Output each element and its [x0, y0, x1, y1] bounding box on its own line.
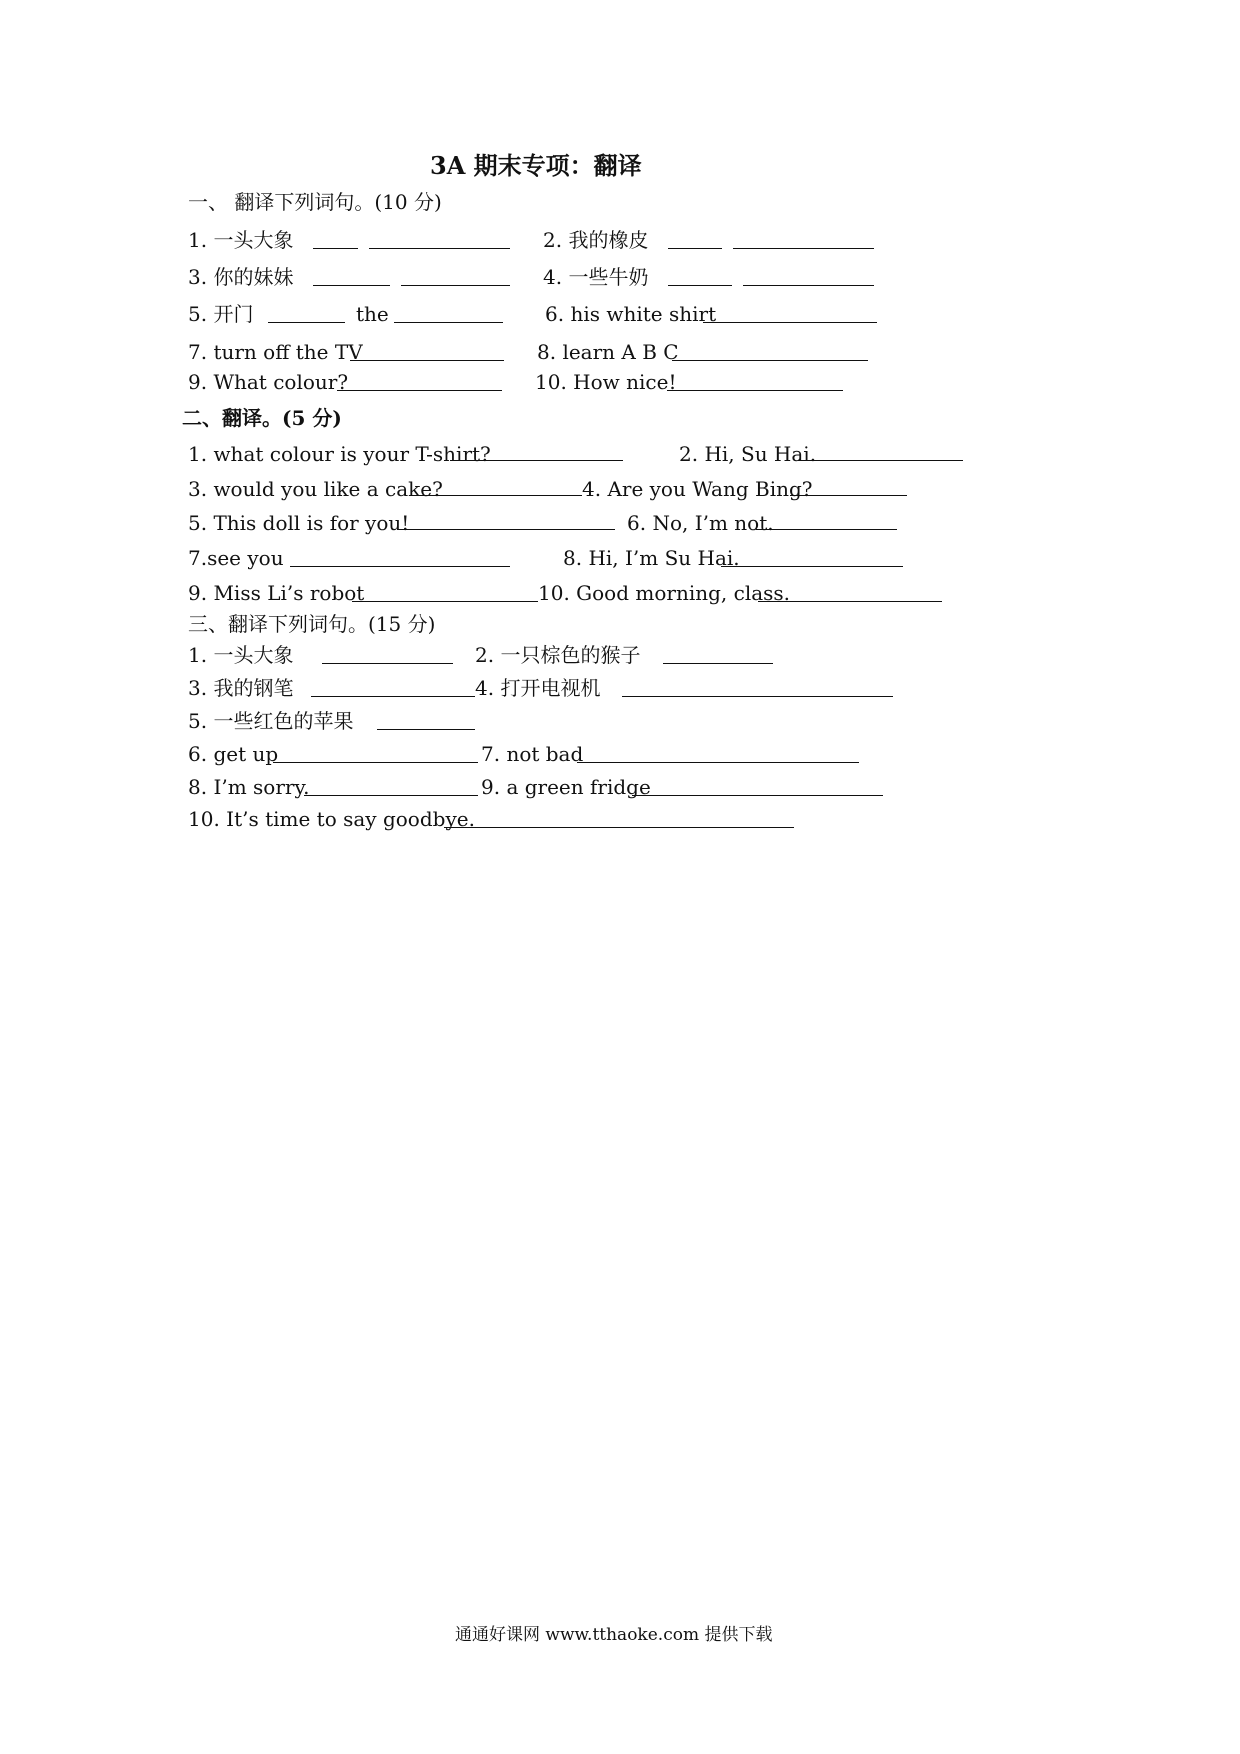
s2-item-5: 5. This doll is for you! — [188, 511, 410, 535]
s3-item-6-blank[interactable] — [273, 762, 478, 763]
s2-item-7: 7.see you — [188, 546, 284, 570]
s3-item-2: 2. 一只棕色的猴子 — [475, 643, 641, 667]
s1-item-2-blank-b[interactable] — [733, 248, 874, 249]
s1-item-5-blank-a[interactable] — [268, 322, 345, 323]
s2-item-9-blank[interactable] — [352, 601, 538, 602]
s1-item-4-blank-a[interactable] — [668, 285, 732, 286]
s3-item-7: 7. not bad — [481, 742, 584, 766]
s2-item-2: 2. Hi, Su Hai. — [679, 442, 817, 466]
s2-item-6: 6. No, I’m not. — [627, 511, 774, 535]
s2-item-3: 3. would you like a cake? — [188, 477, 443, 501]
s1-item-9-blank[interactable] — [337, 390, 502, 391]
s3-item-6: 6. get up — [188, 742, 279, 766]
s3-item-7-blank[interactable] — [577, 762, 859, 763]
s1-item-4: 4. 一些牛奶 — [543, 265, 649, 289]
s2-item-8: 8. Hi, I’m Su Hai. — [563, 546, 740, 570]
s2-item-10-blank[interactable] — [758, 601, 942, 602]
s2-item-1-blank[interactable] — [450, 460, 623, 461]
page-title: 3A 期末专项：翻译 — [430, 151, 642, 180]
s1-item-1-blank-b[interactable] — [369, 248, 510, 249]
s1-item-8-blank[interactable] — [672, 360, 868, 361]
s3-item-3: 3. 我的钢笔 — [188, 676, 294, 700]
s1-item-5: 5. 开门 — [188, 302, 254, 326]
s1-item-1-blank-a[interactable] — [313, 248, 358, 249]
s2-item-1: 1. what colour is your T-shirt? — [188, 442, 491, 466]
s3-item-10-blank[interactable] — [444, 827, 794, 828]
s3-item-5: 5. 一些红色的苹果 — [188, 709, 354, 733]
s1-item-5-the: the — [356, 302, 389, 326]
s3-item-8: 8. I’m sorry. — [188, 775, 310, 799]
s1-item-8: 8. learn A B C — [537, 340, 679, 364]
s3-item-4-blank[interactable] — [622, 696, 893, 697]
section1-heading: 一、 翻译下列词句。(10 分) — [188, 190, 442, 214]
s3-item-8-blank[interactable] — [304, 795, 478, 796]
s1-item-3-blank-b[interactable] — [401, 285, 510, 286]
s1-item-7: 7. turn off the TV — [188, 340, 363, 364]
s1-item-6: 6. his white shirt — [545, 302, 717, 326]
footer-text: 通通好课网 www.tthaoke.com 提供下载 — [455, 1625, 773, 1645]
s1-item-2-blank-a[interactable] — [668, 248, 722, 249]
s2-item-6-blank[interactable] — [756, 529, 897, 530]
s1-item-6-blank[interactable] — [703, 322, 877, 323]
s3-item-3-blank[interactable] — [311, 696, 475, 697]
s1-item-4-blank-b[interactable] — [743, 285, 874, 286]
s2-item-9: 9. Miss Li’s robot — [188, 581, 365, 605]
s2-item-5-blank[interactable] — [398, 529, 615, 530]
s3-item-4: 4. 打开电视机 — [475, 676, 601, 700]
s3-item-9: 9. a green fridge — [481, 775, 651, 799]
s2-item-2-blank[interactable] — [798, 460, 963, 461]
s1-item-9: 9. What colour? — [188, 370, 349, 394]
s1-item-10-blank[interactable] — [667, 390, 843, 391]
s1-item-1: 1. 一头大象 — [188, 228, 294, 252]
s3-item-9-blank[interactable] — [632, 795, 883, 796]
s2-item-3-blank[interactable] — [410, 495, 582, 496]
s3-item-1-blank[interactable] — [322, 663, 453, 664]
s3-item-2-blank[interactable] — [663, 663, 773, 664]
s3-item-5-blank[interactable] — [377, 729, 475, 730]
section3-heading: 三、翻译下列词句。(15 分) — [188, 612, 436, 636]
s2-item-10: 10. Good morning, class. — [538, 581, 791, 605]
s1-item-2: 2. 我的橡皮 — [543, 228, 649, 252]
s2-item-4-blank[interactable] — [790, 495, 907, 496]
s1-item-7-blank[interactable] — [350, 360, 504, 361]
s3-item-1: 1. 一头大象 — [188, 643, 294, 667]
s3-item-10: 10. It’s time to say goodbye. — [188, 807, 475, 831]
s2-item-7-blank[interactable] — [290, 566, 510, 567]
s1-item-3-blank-a[interactable] — [313, 285, 390, 286]
s2-item-4: 4. Are you Wang Bing? — [582, 477, 813, 501]
section2-heading: 二、翻译。(5 分) — [182, 406, 342, 430]
s1-item-10: 10. How nice! — [535, 370, 677, 394]
s1-item-5-blank-b[interactable] — [394, 322, 503, 323]
s1-item-3: 3. 你的妹妹 — [188, 265, 294, 289]
s2-item-8-blank[interactable] — [721, 566, 903, 567]
